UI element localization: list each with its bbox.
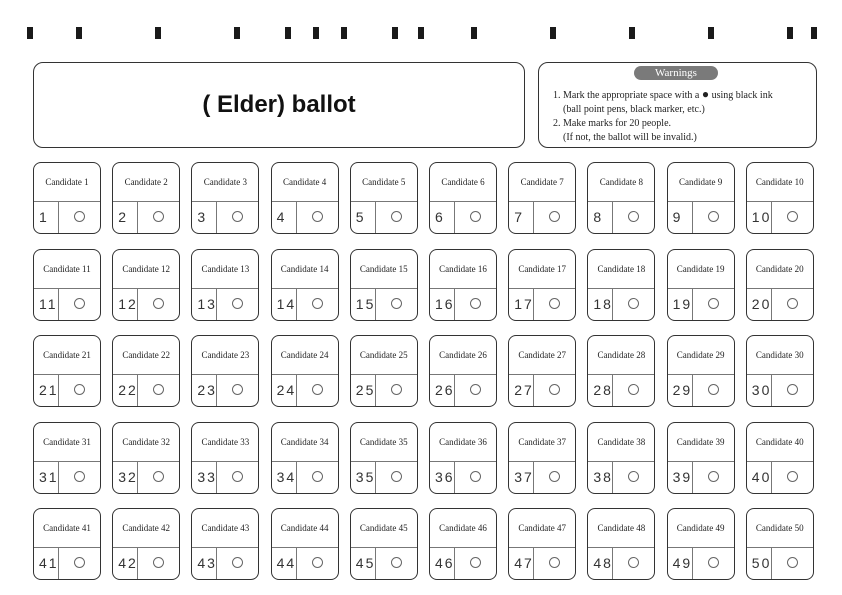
- candidate-number: 6: [435, 209, 445, 225]
- candidate-number: 34: [276, 468, 297, 485]
- candidate-box: [33, 508, 101, 580]
- candidate-box: [429, 422, 497, 494]
- candidate-number: 36: [435, 468, 455, 485]
- candidate-name: Candidate 33: [201, 436, 250, 447]
- candidate-number: 27: [514, 382, 534, 398]
- vote-mark-circle[interactable]: [549, 384, 560, 395]
- candidate-number: 33: [197, 468, 217, 485]
- candidate-name: Candidate 46: [439, 523, 487, 533]
- candidate-number: 12: [118, 295, 138, 312]
- candidate-name: Candidate 42: [122, 523, 171, 533]
- vote-mark-circle[interactable]: [74, 557, 85, 568]
- candidate-box: [429, 162, 497, 234]
- vote-mark-circle[interactable]: [787, 211, 798, 222]
- candidate-number: 39: [672, 468, 693, 485]
- candidate-name: Candidate 25: [359, 350, 408, 360]
- candidate-box: [191, 508, 259, 580]
- candidate-box: [350, 508, 418, 580]
- candidate-number: 21: [39, 382, 59, 398]
- vote-mark-circle[interactable]: [74, 471, 85, 482]
- candidate-box: [271, 508, 339, 580]
- vote-mark-circle[interactable]: [470, 384, 481, 395]
- candidate-box: [667, 335, 735, 407]
- candidate-name: Candidate 3: [203, 177, 248, 187]
- vote-mark-circle[interactable]: [628, 471, 639, 482]
- number-divider: [216, 201, 217, 233]
- vote-mark-circle[interactable]: [153, 211, 164, 222]
- vote-mark-circle[interactable]: [232, 384, 243, 395]
- candidate-name: Candidate 37: [518, 436, 567, 447]
- number-divider: [454, 201, 455, 233]
- candidate-box: [667, 422, 735, 494]
- candidate-number: 11: [39, 295, 58, 312]
- candidate-name: Candidate 19: [676, 263, 725, 274]
- candidate-name: Candidate 24: [280, 350, 329, 360]
- candidate-box: [112, 508, 180, 580]
- candidate-number: 15: [355, 295, 376, 312]
- candidate-box: [271, 162, 339, 234]
- candidate-box: [508, 508, 576, 580]
- candidate-box: [587, 335, 655, 407]
- candidate-number: 46: [435, 555, 455, 571]
- vote-mark-circle[interactable]: [708, 557, 719, 568]
- warning-line-3: 2. Make marks for 20 people.: [553, 118, 672, 129]
- candidate-box: [508, 422, 576, 494]
- candidate-number: 24: [276, 382, 297, 398]
- candidate-number: 9: [672, 209, 683, 225]
- candidate-name: Candidate 31: [43, 436, 91, 447]
- candidate-number: 28: [593, 382, 613, 398]
- vote-mark-circle[interactable]: [391, 298, 402, 309]
- number-divider: [692, 201, 693, 233]
- candidate-number: 20: [751, 295, 772, 312]
- warning-line-4: (If not, the ballot will be invalid.): [563, 132, 697, 143]
- candidate-number: 50: [751, 555, 772, 571]
- candidate-number: 10: [751, 209, 772, 225]
- candidate-box: [271, 249, 339, 321]
- vote-mark-circle[interactable]: [74, 298, 85, 309]
- candidate-name: Candidate 38: [597, 436, 646, 447]
- number-divider: [58, 201, 59, 233]
- candidate-box: [667, 508, 735, 580]
- candidate-box: [587, 249, 655, 321]
- candidate-number: 5: [355, 209, 366, 225]
- candidate-name: Candidate 48: [597, 523, 646, 533]
- candidate-name: Candidate 49: [676, 523, 725, 533]
- candidate-number: 29: [672, 382, 693, 398]
- vote-mark-circle[interactable]: [232, 211, 243, 222]
- candidate-name: Candidate 28: [597, 350, 646, 360]
- candidate-name: Candidate 35: [359, 436, 408, 447]
- candidate-box: [191, 249, 259, 321]
- candidate-box: [667, 162, 735, 234]
- vote-mark-circle[interactable]: [153, 384, 164, 395]
- number-divider: [137, 201, 138, 233]
- candidate-name: Candidate 43: [201, 523, 250, 533]
- candidate-number: 2: [118, 209, 128, 225]
- candidate-number: 43: [197, 555, 217, 571]
- candidate-number: 16: [435, 295, 455, 312]
- vote-mark-circle[interactable]: [391, 471, 402, 482]
- candidate-number: 45: [355, 555, 376, 571]
- candidate-box: [271, 335, 339, 407]
- candidate-name: Candidate 7: [520, 177, 564, 187]
- candidate-name: Candidate 30: [755, 350, 804, 360]
- vote-mark-circle[interactable]: [628, 384, 639, 395]
- candidate-number: 42: [118, 555, 138, 571]
- candidate-number: 44: [276, 555, 297, 571]
- vote-mark-circle[interactable]: [232, 557, 243, 568]
- candidate-box: [508, 335, 576, 407]
- filled-circle-icon: ●: [701, 87, 710, 101]
- candidate-number: 40: [751, 468, 772, 485]
- candidate-box: [429, 335, 497, 407]
- vote-mark-circle[interactable]: [153, 557, 164, 568]
- candidate-name: Candidate 18: [597, 263, 646, 274]
- warning-line-2: (ball point pens, black marker, etc.): [563, 104, 705, 115]
- warning-line-1-pre: 1. Mark the appropriate space with a: [553, 90, 700, 101]
- candidate-name: Candidate 32: [122, 436, 171, 447]
- candidate-name: Candidate 50: [755, 523, 804, 533]
- vote-mark-circle[interactable]: [470, 471, 481, 482]
- candidate-name: Candidate 36: [439, 436, 487, 447]
- candidate-number: 19: [672, 295, 693, 312]
- candidate-name: Candidate 34: [280, 436, 329, 447]
- vote-mark-circle[interactable]: [470, 557, 481, 568]
- candidate-name: Candidate 16: [439, 263, 487, 274]
- candidate-name: Candidate 1: [45, 177, 89, 187]
- vote-mark-circle[interactable]: [312, 557, 323, 568]
- candidate-name: Candidate 6: [441, 177, 485, 187]
- vote-mark-circle[interactable]: [232, 471, 243, 482]
- vote-mark-circle[interactable]: [312, 471, 323, 482]
- vote-mark-circle[interactable]: [628, 557, 639, 568]
- vote-mark-circle[interactable]: [787, 471, 798, 482]
- vote-mark-circle[interactable]: [549, 298, 560, 309]
- candidate-box: [112, 162, 180, 234]
- candidate-box: [746, 249, 814, 321]
- candidate-box: [33, 249, 101, 321]
- candidate-box: [112, 422, 180, 494]
- warnings-heading: Warnings: [634, 66, 718, 80]
- candidate-number: 18: [593, 295, 613, 312]
- vote-mark-circle[interactable]: [312, 384, 323, 395]
- candidate-name: Candidate 13: [201, 263, 250, 274]
- candidate-number: 26: [435, 382, 455, 398]
- vote-mark-circle[interactable]: [787, 384, 798, 395]
- vote-mark-circle[interactable]: [470, 298, 481, 309]
- number-divider: [296, 201, 297, 233]
- candidate-name: Candidate 10: [755, 177, 804, 187]
- candidate-name: Candidate 15: [359, 263, 408, 274]
- candidate-name: Candidate 21: [43, 350, 91, 360]
- vote-mark-circle[interactable]: [787, 298, 798, 309]
- candidate-number: 8: [593, 209, 604, 225]
- number-divider: [533, 201, 534, 233]
- candidate-box: [587, 508, 655, 580]
- ballot-title: ( Elder) ballot: [202, 91, 356, 118]
- candidate-box: [350, 249, 418, 321]
- candidate-box: [746, 335, 814, 407]
- candidate-box: [112, 335, 180, 407]
- vote-mark-circle[interactable]: [549, 211, 560, 222]
- vote-mark-circle[interactable]: [708, 384, 719, 395]
- vote-mark-circle[interactable]: [74, 211, 85, 222]
- candidate-name: Candidate 5: [362, 177, 406, 187]
- candidate-number: 4: [276, 209, 287, 225]
- candidate-box: [33, 162, 101, 234]
- vote-mark-circle[interactable]: [312, 211, 323, 222]
- candidate-box: [429, 508, 497, 580]
- candidate-number: 1: [39, 209, 49, 225]
- candidate-box: [271, 422, 339, 494]
- candidate-name: Candidate 8: [599, 177, 644, 187]
- candidate-box: [112, 249, 180, 321]
- vote-mark-circle[interactable]: [787, 557, 798, 568]
- candidate-name: Candidate 20: [755, 263, 804, 274]
- vote-mark-circle[interactable]: [391, 211, 402, 222]
- candidate-name: Candidate 2: [124, 177, 168, 187]
- candidate-name: Candidate 17: [518, 263, 567, 274]
- vote-mark-circle[interactable]: [708, 211, 719, 222]
- vote-mark-circle[interactable]: [549, 557, 560, 568]
- candidate-box: [746, 162, 814, 234]
- candidate-number: 31: [39, 468, 59, 485]
- candidate-name: Candidate 44: [280, 523, 329, 533]
- candidate-number: 41: [39, 555, 59, 571]
- candidate-box: [587, 422, 655, 494]
- candidate-box: [508, 249, 576, 321]
- candidate-box: [508, 162, 576, 234]
- candidate-box: [667, 249, 735, 321]
- candidate-box: [746, 508, 814, 580]
- candidate-number: 48: [593, 555, 613, 571]
- candidate-box: [350, 162, 418, 234]
- candidate-name: Candidate 14: [280, 263, 329, 274]
- candidate-number: 47: [514, 555, 534, 571]
- candidate-box: [191, 422, 259, 494]
- vote-mark-circle[interactable]: [153, 298, 164, 309]
- warning-line-1-post: using black ink: [711, 90, 773, 101]
- candidate-number: 30: [751, 382, 772, 398]
- candidate-name: Candidate 29: [676, 350, 725, 360]
- candidate-box: [350, 422, 418, 494]
- candidate-box: [587, 162, 655, 234]
- candidate-name: Candidate 9: [678, 177, 723, 187]
- candidate-number: 22: [118, 382, 138, 398]
- candidate-box: [350, 335, 418, 407]
- vote-mark-circle[interactable]: [391, 557, 402, 568]
- candidate-number: 13: [197, 295, 217, 312]
- candidate-name: Candidate 41: [43, 523, 91, 533]
- candidate-name: Candidate 39: [676, 436, 725, 447]
- vote-mark-circle[interactable]: [708, 298, 719, 309]
- vote-mark-circle[interactable]: [708, 471, 719, 482]
- candidate-number: 37: [514, 468, 534, 485]
- candidate-name: Candidate 4: [282, 177, 327, 187]
- vote-mark-circle[interactable]: [312, 298, 323, 309]
- vote-mark-circle[interactable]: [232, 298, 243, 309]
- candidate-number: 32: [118, 468, 138, 485]
- vote-mark-circle[interactable]: [153, 471, 164, 482]
- vote-mark-circle[interactable]: [628, 211, 639, 222]
- candidate-name: Candidate 12: [122, 263, 171, 274]
- candidate-number: 25: [355, 382, 376, 398]
- candidate-name: Candidate 45: [359, 523, 408, 533]
- number-divider: [612, 201, 613, 233]
- candidate-name: Candidate 23: [201, 350, 250, 360]
- candidate-name: Candidate 40: [755, 436, 804, 447]
- vote-mark-circle[interactable]: [628, 298, 639, 309]
- candidate-name: Candidate 22: [122, 350, 171, 360]
- vote-mark-circle[interactable]: [391, 384, 402, 395]
- candidate-box: [191, 162, 259, 234]
- candidate-name: Candidate 26: [439, 350, 487, 360]
- candidate-number: 23: [197, 382, 217, 398]
- number-divider: [375, 201, 376, 233]
- candidate-box: [429, 249, 497, 321]
- candidate-name: Candidate 27: [518, 350, 567, 360]
- candidate-number: 49: [672, 555, 693, 571]
- candidate-number: 14: [276, 295, 297, 312]
- candidate-number: 35: [355, 468, 376, 485]
- candidate-number: 17: [514, 295, 534, 312]
- candidate-box: [746, 422, 814, 494]
- candidate-name: Candidate 47: [518, 523, 567, 533]
- candidate-number: 38: [593, 468, 613, 485]
- candidate-box: [33, 335, 101, 407]
- candidate-box: [33, 422, 101, 494]
- candidate-box: [191, 335, 259, 407]
- candidate-number: 7: [514, 209, 524, 225]
- vote-mark-circle[interactable]: [470, 211, 481, 222]
- vote-mark-circle[interactable]: [549, 471, 560, 482]
- number-divider: [58, 288, 59, 320]
- candidate-name: Candidate 11: [43, 263, 91, 274]
- candidate-number: 3: [197, 209, 208, 225]
- vote-mark-circle[interactable]: [74, 384, 85, 395]
